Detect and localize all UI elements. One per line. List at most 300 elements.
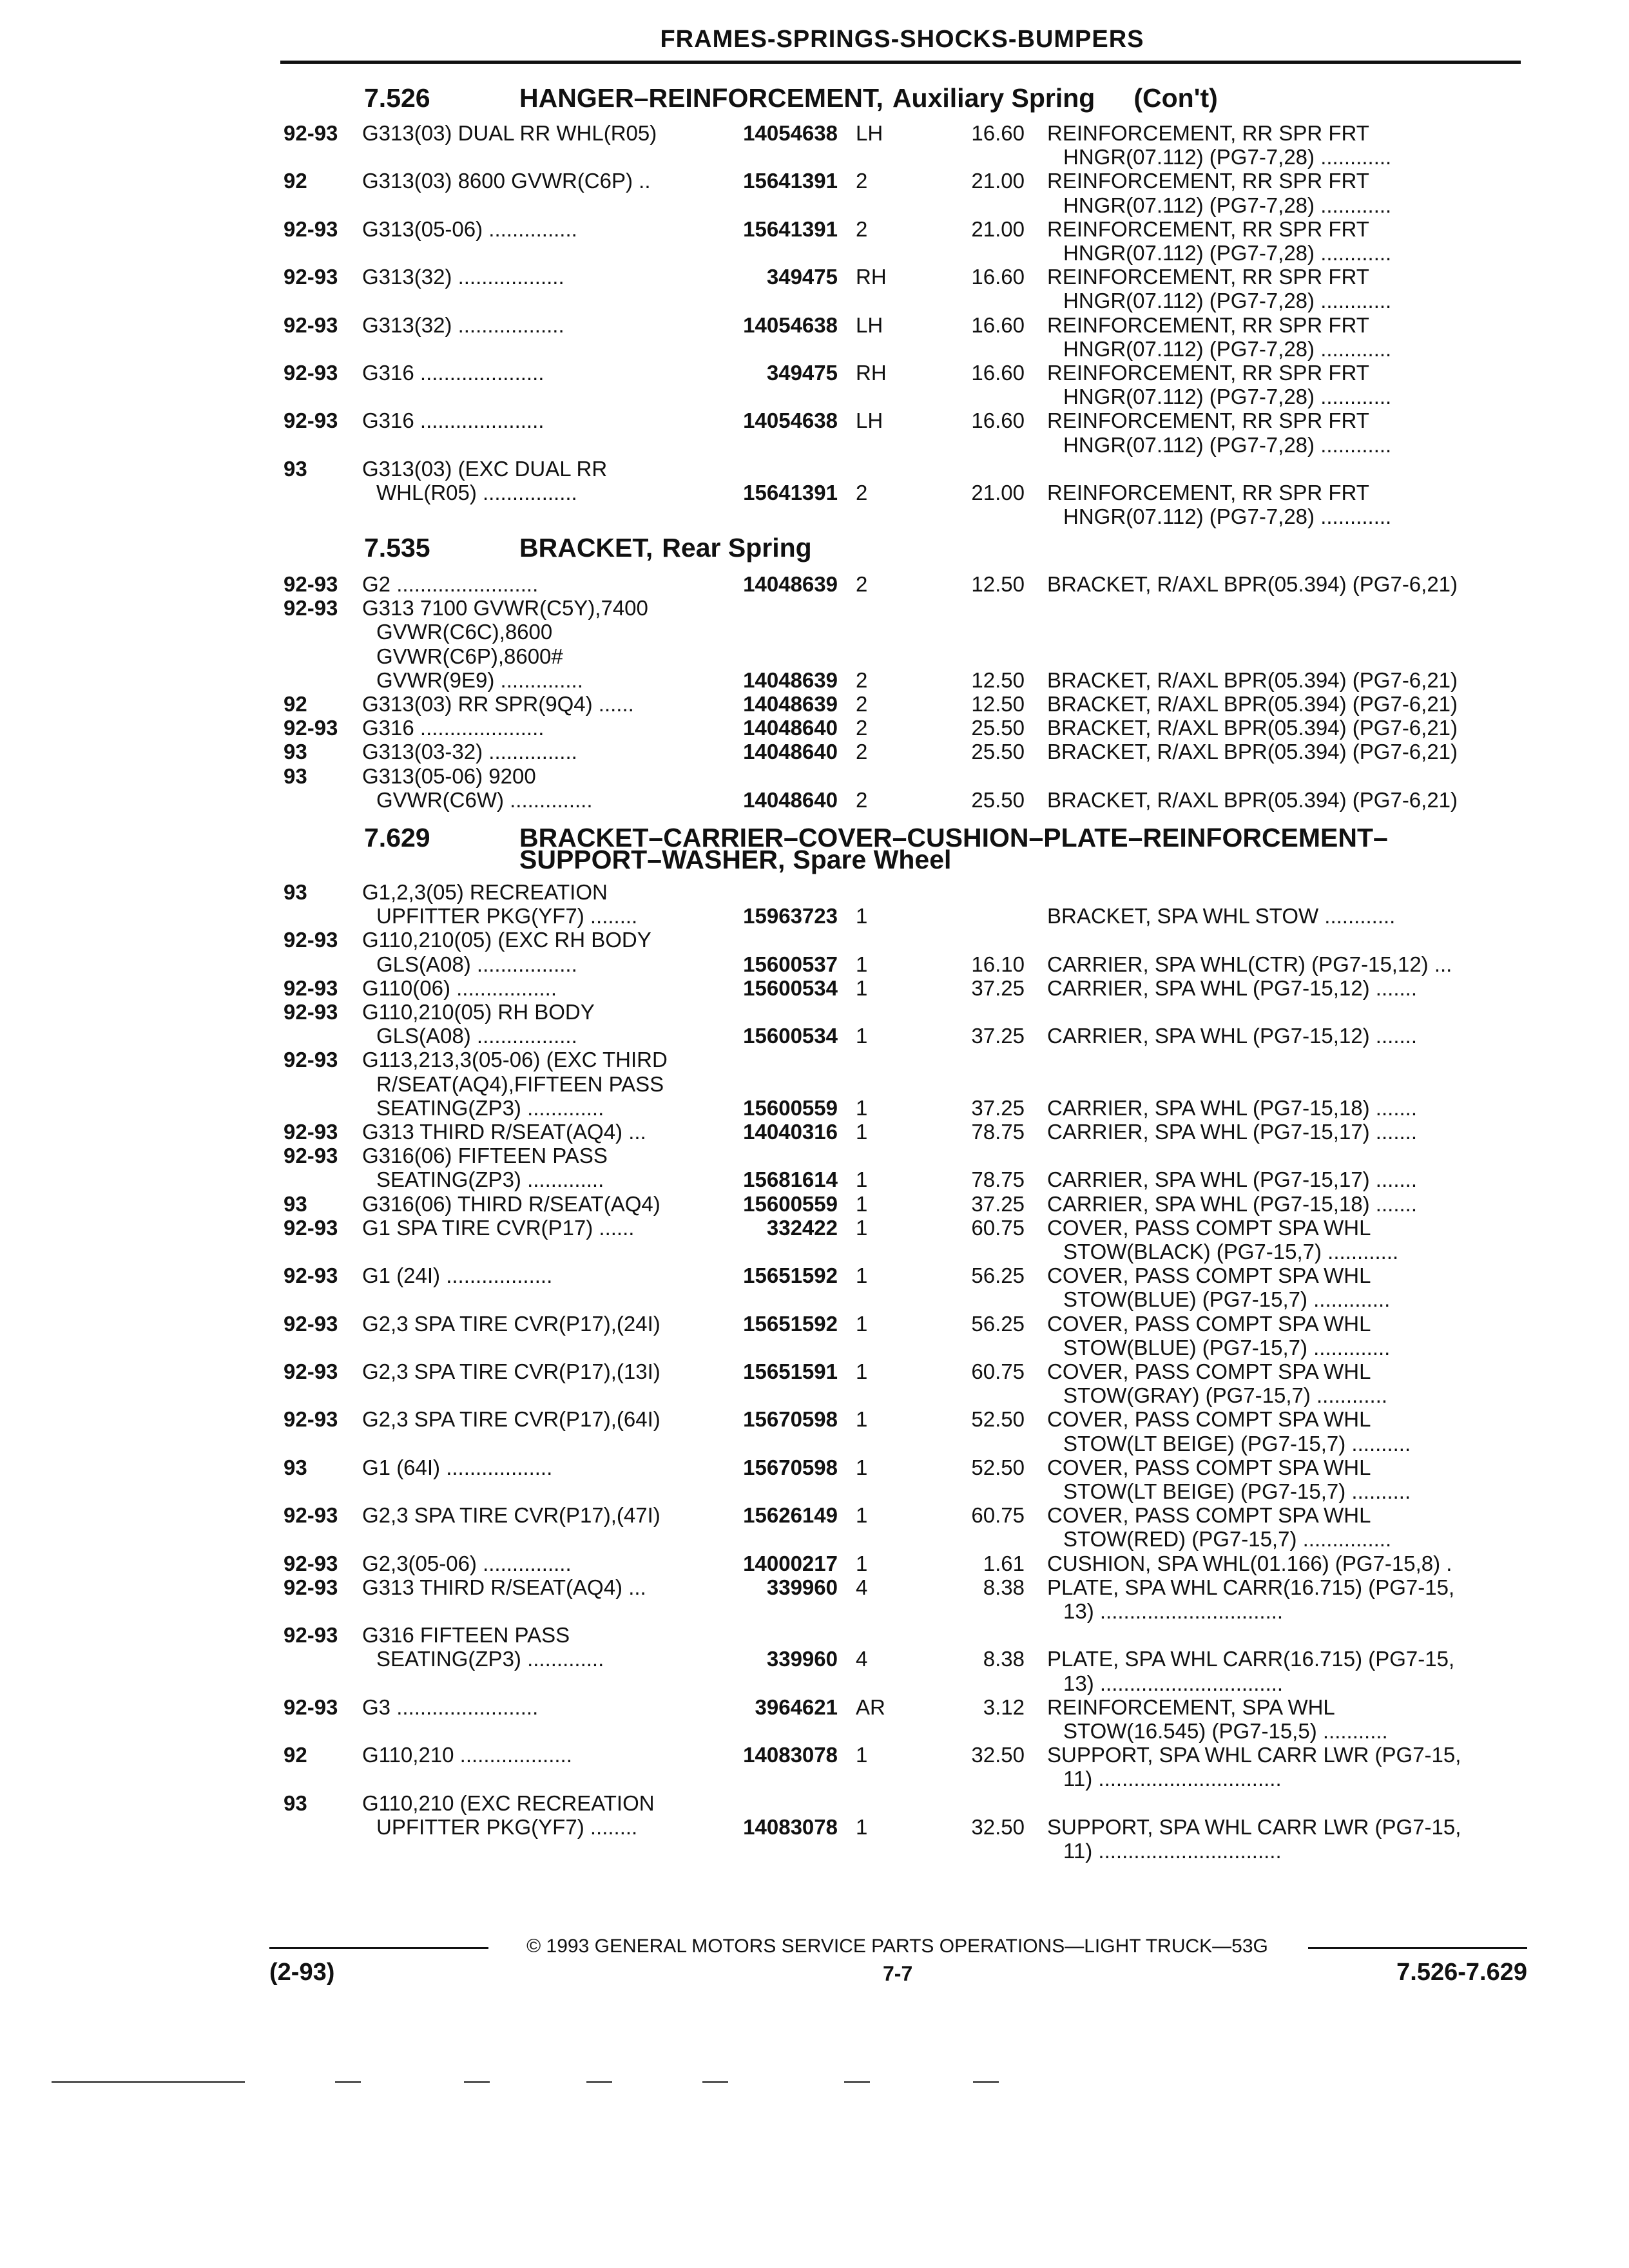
- application: GLS(A08) .................: [376, 952, 577, 976]
- quantity: 1: [856, 952, 868, 976]
- table-row: [0, 433, 1629, 457]
- model-year: 93: [284, 880, 307, 904]
- section-title-main: HANGER–REINFORCEMENT,: [519, 83, 883, 113]
- table-row: [0, 1503, 1629, 1528]
- part-name: BRACKET, R/AXL BPR(05.394) (PG7-6,21): [1047, 740, 1458, 764]
- model-year: 92-93: [284, 1503, 338, 1527]
- section-heading: [0, 84, 1629, 113]
- part-number: 14000217: [743, 1552, 838, 1575]
- application: G313(03) DUAL RR WHL(R05): [362, 121, 657, 145]
- quantity: RH: [856, 361, 887, 385]
- part-number: 15651592: [743, 1264, 838, 1287]
- table-row: [0, 1192, 1629, 1216]
- table-row: [0, 361, 1629, 385]
- table-row: [0, 1312, 1629, 1336]
- part-number: 14048640: [743, 740, 838, 764]
- application: WHL(R05) ................: [376, 481, 577, 505]
- quantity: 1: [856, 1120, 868, 1144]
- part-name: SUPPORT, SPA WHL CARR LWR (PG7-15,: [1047, 1743, 1461, 1767]
- part-name: 13) ...............................: [1063, 1599, 1284, 1623]
- section-title-line2: [519, 845, 951, 874]
- model-year: 92-93: [284, 1575, 338, 1599]
- model-year: 92-93: [284, 313, 338, 337]
- table-row: [0, 1168, 1629, 1192]
- application: UPFITTER PKG(YF7) ........: [376, 1815, 638, 1839]
- part-name: 11) ...............................: [1063, 1767, 1282, 1791]
- table-row: [0, 265, 1629, 289]
- model-year: 92-93: [284, 1623, 338, 1647]
- application: G316 .....................: [362, 361, 545, 385]
- application: G313 7100 GVWR(C5Y),7400: [362, 596, 648, 620]
- part-name: COVER, PASS COMPT SPA WHL: [1047, 1360, 1371, 1383]
- quantity: 1: [856, 1743, 868, 1767]
- part-name: COVER, PASS COMPT SPA WHL: [1047, 1264, 1371, 1287]
- table-row: [0, 121, 1629, 146]
- part-name: COVER, PASS COMPT SPA WHL: [1047, 1503, 1371, 1527]
- section-title: BRACKET–CARRIER–COVER–CUSHION–PLATE–REINFORCEMENT–: [519, 823, 1388, 852]
- quantity: 1: [856, 1815, 868, 1839]
- model-year: 92-93: [284, 1264, 338, 1287]
- section-heading: [0, 533, 1629, 563]
- part-name: COVER, PASS COMPT SPA WHL: [1047, 1456, 1371, 1479]
- price: 21.00: [971, 217, 1025, 241]
- table-row: [0, 1456, 1629, 1480]
- application: GVWR(C6P),8600#: [376, 644, 563, 668]
- table-row: [0, 644, 1629, 669]
- price: 8.38: [983, 1575, 1025, 1599]
- quantity: 4: [856, 1647, 868, 1671]
- part-name: STOW(GRAY) (PG7-15,7) ............: [1063, 1383, 1388, 1407]
- footer-rule-right: [1308, 1947, 1527, 1949]
- footer-page-number: 7-7: [883, 1962, 913, 1985]
- table-row: [0, 241, 1629, 265]
- quantity: AR: [856, 1695, 885, 1719]
- table-row: [0, 1719, 1629, 1744]
- table-row: [0, 1552, 1629, 1576]
- quantity: LH: [856, 121, 883, 145]
- application: GLS(A08) .................: [376, 1024, 577, 1048]
- price: 56.25: [971, 1264, 1025, 1287]
- table-row: [0, 505, 1629, 529]
- part-number: 14054638: [743, 121, 838, 145]
- quantity: 1: [856, 1024, 868, 1048]
- application: SEATING(ZP3) .............: [376, 1168, 604, 1191]
- quantity: 1: [856, 1264, 868, 1287]
- price: 52.50: [971, 1407, 1025, 1431]
- model-year: 92-93: [284, 1312, 338, 1336]
- part-name: BRACKET, R/AXL BPR(05.394) (PG7-6,21): [1047, 668, 1458, 692]
- quantity: 1: [856, 1192, 868, 1216]
- application: G1 (24I) ..................: [362, 1264, 553, 1287]
- part-number: 15600534: [743, 976, 838, 1000]
- model-year: 92-93: [284, 1695, 338, 1719]
- part-name: HNGR(07.112) (PG7-7,28) ............: [1063, 433, 1392, 457]
- table-row: [0, 928, 1629, 952]
- table-row: [0, 788, 1629, 812]
- price: 12.50: [971, 572, 1025, 596]
- price: 37.25: [971, 1192, 1025, 1216]
- application: G313(32) ..................: [362, 265, 564, 289]
- table-row: [0, 1264, 1629, 1288]
- part-number: 339960: [766, 1575, 838, 1599]
- table-row: [0, 1623, 1629, 1648]
- model-year: 92-93: [284, 1216, 338, 1240]
- application: G2,3(05-06) ...............: [362, 1552, 572, 1575]
- table-row: [0, 1479, 1629, 1504]
- part-number: 15641391: [743, 481, 838, 505]
- table-row: [0, 1647, 1629, 1671]
- application: G1,2,3(05) RECREATION: [362, 880, 608, 904]
- part-name: STOW(BLUE) (PG7-15,7) .............: [1063, 1336, 1391, 1360]
- price: 78.75: [971, 1168, 1025, 1191]
- model-year: 92: [284, 692, 307, 716]
- part-name: COVER, PASS COMPT SPA WHL: [1047, 1407, 1371, 1431]
- part-number: 14054638: [743, 408, 838, 432]
- part-number: 15600537: [743, 952, 838, 976]
- application: SEATING(ZP3) .............: [376, 1096, 604, 1120]
- table-row: [0, 217, 1629, 242]
- price: 16.60: [971, 313, 1025, 337]
- part-number: 15600559: [743, 1096, 838, 1120]
- part-number: 349475: [766, 265, 838, 289]
- part-number: 14048640: [743, 716, 838, 740]
- model-year: 92-93: [284, 1048, 338, 1072]
- part-name: HNGR(07.112) (PG7-7,28) ............: [1063, 337, 1392, 361]
- price: 56.25: [971, 1312, 1025, 1336]
- part-name: STOW(RED) (PG7-15,7) ...............: [1063, 1527, 1392, 1551]
- scan-artifact: [586, 2081, 612, 2083]
- model-year: 92-93: [284, 928, 338, 952]
- part-name: HNGR(07.112) (PG7-7,28) ............: [1063, 145, 1392, 169]
- section-number: 7.526: [364, 83, 430, 113]
- table-row: [0, 740, 1629, 764]
- part-name: CARRIER, SPA WHL(CTR) (PG7-15,12) ...: [1047, 952, 1452, 976]
- part-name: REINFORCEMENT, RR SPR FRT: [1047, 313, 1369, 337]
- table-row: [0, 1839, 1629, 1863]
- section-title: [519, 84, 1218, 112]
- table-row: [0, 620, 1629, 644]
- scan-artifact: [702, 2081, 728, 2083]
- quantity: 2: [856, 716, 868, 740]
- part-name: STOW(LT BEIGE) (PG7-15,7) ..........: [1063, 1479, 1411, 1503]
- quantity: 2: [856, 169, 868, 193]
- application: G113,213,3(05-06) (EXC THIRD: [362, 1048, 668, 1072]
- part-name: COVER, PASS COMPT SPA WHL: [1047, 1312, 1371, 1336]
- quantity: 1: [856, 1407, 868, 1431]
- section-title: [519, 533, 812, 562]
- model-year: 93: [284, 1456, 307, 1479]
- model-year: 92: [284, 169, 307, 193]
- part-name: REINFORCEMENT, RR SPR FRT: [1047, 361, 1369, 385]
- application: G110,210 (EXC RECREATION: [362, 1791, 655, 1815]
- table-row: [0, 1407, 1629, 1432]
- part-number: 15670598: [743, 1407, 838, 1431]
- part-name: REINFORCEMENT, RR SPR FRT: [1047, 121, 1369, 145]
- table-row: [0, 313, 1629, 338]
- model-year: 92-93: [284, 217, 338, 241]
- part-number: 15641391: [743, 217, 838, 241]
- application: G313(05-06) 9200: [362, 764, 536, 788]
- part-name: BRACKET, R/AXL BPR(05.394) (PG7-6,21): [1047, 572, 1458, 596]
- quantity: 1: [856, 904, 868, 928]
- price: 12.50: [971, 668, 1025, 692]
- table-row: [0, 1599, 1629, 1624]
- section-subtitle: Auxiliary Spring: [892, 83, 1095, 113]
- part-number: 14054638: [743, 313, 838, 337]
- price: 16.10: [971, 952, 1025, 976]
- model-year: 92-93: [284, 1360, 338, 1383]
- application: G1 (64I) ..................: [362, 1456, 553, 1479]
- part-number: 332422: [766, 1216, 838, 1240]
- application: G313(03-32) ...............: [362, 740, 577, 764]
- application: G313(03) RR SPR(9Q4) ......: [362, 692, 634, 716]
- part-name: STOW(BLACK) (PG7-15,7) ............: [1063, 1240, 1399, 1264]
- part-name: BRACKET, R/AXL BPR(05.394) (PG7-6,21): [1047, 716, 1458, 740]
- table-row: [0, 1527, 1629, 1552]
- quantity: 1: [856, 1360, 868, 1383]
- table-row: [0, 1287, 1629, 1312]
- model-year: 92-93: [284, 1552, 338, 1575]
- part-number: 14083078: [743, 1815, 838, 1839]
- table-row: [0, 716, 1629, 740]
- model-year: 93: [284, 457, 307, 481]
- table-row: [0, 1216, 1629, 1240]
- quantity: 2: [856, 740, 868, 764]
- part-number: 3964621: [755, 1695, 838, 1719]
- application: G313(32) ..................: [362, 313, 564, 337]
- table-row: [0, 1432, 1629, 1456]
- price: 25.50: [971, 740, 1025, 764]
- model-year: 92-93: [284, 716, 338, 740]
- model-year: 93: [284, 1192, 307, 1216]
- table-row: [0, 145, 1629, 169]
- quantity: 1: [856, 1216, 868, 1240]
- part-name: HNGR(07.112) (PG7-7,28) ............: [1063, 505, 1392, 528]
- table-row: [0, 408, 1629, 433]
- part-name: 11) ...............................: [1063, 1839, 1282, 1863]
- application: G313(05-06) ...............: [362, 217, 577, 241]
- table-row: [0, 1360, 1629, 1384]
- part-number: 15626149: [743, 1503, 838, 1527]
- quantity: 4: [856, 1575, 868, 1599]
- part-number: 15670598: [743, 1456, 838, 1479]
- model-year: 92-93: [284, 361, 338, 385]
- part-name: CARRIER, SPA WHL (PG7-15,18) .......: [1047, 1096, 1417, 1120]
- quantity: 2: [856, 668, 868, 692]
- scan-artifact: [464, 2081, 490, 2083]
- table-row: [0, 1072, 1629, 1097]
- model-year: 93: [284, 764, 307, 788]
- price: 16.60: [971, 121, 1025, 145]
- table-row: [0, 764, 1629, 789]
- table-row: [0, 880, 1629, 905]
- price: 37.25: [971, 1096, 1025, 1120]
- table-row: [0, 289, 1629, 313]
- application: G110,210 ...................: [362, 1743, 572, 1767]
- table-row: [0, 193, 1629, 218]
- table-row: [0, 596, 1629, 620]
- application: G316 FIFTEEN PASS: [362, 1623, 570, 1647]
- application: G2,3 SPA TIRE CVR(P17),(47I): [362, 1503, 660, 1527]
- part-number: 15641391: [743, 169, 838, 193]
- application: G110,210(05) (EXC RH BODY: [362, 928, 651, 952]
- section-heading: [0, 823, 1629, 875]
- table-row: [0, 1000, 1629, 1024]
- part-name: REINFORCEMENT, SPA WHL: [1047, 1695, 1335, 1719]
- table-row: [0, 1240, 1629, 1264]
- application: G1 SPA TIRE CVR(P17) ......: [362, 1216, 635, 1240]
- price: 78.75: [971, 1120, 1025, 1144]
- application: SEATING(ZP3) .............: [376, 1647, 604, 1671]
- price: 32.50: [971, 1815, 1025, 1839]
- application: G3 ........................: [362, 1695, 539, 1719]
- part-name: CARRIER, SPA WHL (PG7-15,17) .......: [1047, 1168, 1417, 1191]
- application: G316(06) FIFTEEN PASS: [362, 1144, 608, 1168]
- application: G2,3 SPA TIRE CVR(P17),(24I): [362, 1312, 660, 1336]
- model-year: 92-93: [284, 572, 338, 596]
- application: GVWR(C6C),8600: [376, 620, 553, 644]
- part-name: CUSHION, SPA WHL(01.166) (PG7-15,8) .: [1047, 1552, 1452, 1575]
- table-row: [0, 668, 1629, 693]
- application: GVWR(C6W) ..............: [376, 788, 593, 812]
- model-year: 92-93: [284, 596, 338, 620]
- part-name: BRACKET, R/AXL BPR(05.394) (PG7-6,21): [1047, 692, 1458, 716]
- quantity: 2: [856, 788, 868, 812]
- model-year: 92-93: [284, 1144, 338, 1168]
- quantity: RH: [856, 265, 887, 289]
- section-title-cont: SUPPORT–WASHER,: [519, 845, 786, 874]
- footer-date: (2-93): [269, 1959, 335, 1986]
- section-subtitle: Rear Spring: [662, 533, 812, 562]
- section-number: 7.629: [364, 823, 430, 852]
- quantity: LH: [856, 313, 883, 337]
- scan-artifact: [335, 2081, 361, 2083]
- quantity: 1: [856, 1096, 868, 1120]
- quantity: 2: [856, 572, 868, 596]
- quantity: LH: [856, 408, 883, 432]
- application: G110,210(05) RH BODY: [362, 1000, 595, 1024]
- model-year: 92-93: [284, 265, 338, 289]
- price: 60.75: [971, 1503, 1025, 1527]
- part-name: HNGR(07.112) (PG7-7,28) ............: [1063, 193, 1392, 217]
- application: G313(03) 8600 GVWR(C6P) ..: [362, 169, 651, 193]
- table-row: [0, 457, 1629, 481]
- application: G2,3 SPA TIRE CVR(P17),(64I): [362, 1407, 660, 1431]
- part-name: STOW(BLUE) (PG7-15,7) .............: [1063, 1287, 1391, 1311]
- model-year: 92-93: [284, 408, 338, 432]
- table-row: [0, 572, 1629, 597]
- part-name: STOW(16.545) (PG7-15,5) ...........: [1063, 1719, 1388, 1743]
- footer-section-range: 7.526-7.629: [1396, 1959, 1527, 1986]
- part-number: 14048640: [743, 788, 838, 812]
- application: UPFITTER PKG(YF7) ........: [376, 904, 638, 928]
- part-number: 15963723: [743, 904, 838, 928]
- section-subtitle: Spare Wheel: [793, 845, 952, 874]
- part-number: 349475: [766, 361, 838, 385]
- price: 32.50: [971, 1743, 1025, 1767]
- price: 16.60: [971, 265, 1025, 289]
- price: 21.00: [971, 481, 1025, 505]
- section-title-main: BRACKET,: [519, 533, 653, 562]
- table-row: [0, 1671, 1629, 1696]
- price: 37.25: [971, 1024, 1025, 1048]
- table-row: [0, 1096, 1629, 1120]
- table-row: [0, 1383, 1629, 1408]
- table-row: [0, 1791, 1629, 1816]
- price: 37.25: [971, 976, 1025, 1000]
- section-number: 7.535: [364, 533, 430, 562]
- part-name: CARRIER, SPA WHL (PG7-15,18) .......: [1047, 1192, 1417, 1216]
- application: G316 .....................: [362, 716, 545, 740]
- model-year: 93: [284, 740, 307, 764]
- part-name: REINFORCEMENT, RR SPR FRT: [1047, 217, 1369, 241]
- model-year: 92-93: [284, 1407, 338, 1431]
- part-number: 14083078: [743, 1743, 838, 1767]
- part-name: CARRIER, SPA WHL (PG7-15,12) .......: [1047, 1024, 1417, 1048]
- application: G316(06) THIRD R/SEAT(AQ4): [362, 1192, 660, 1216]
- price: 1.61: [983, 1552, 1025, 1575]
- part-name: BRACKET, SPA WHL STOW ............: [1047, 904, 1396, 928]
- table-row: [0, 1815, 1629, 1840]
- price: 16.60: [971, 361, 1025, 385]
- footer-copyright: © 1993 GENERAL MOTORS SERVICE PARTS OPERATIONS—LIGHT TRUCK—53G: [526, 1936, 1268, 1957]
- part-name: HNGR(07.112) (PG7-7,28) ............: [1063, 385, 1392, 408]
- quantity: 1: [856, 1503, 868, 1527]
- part-number: 15600534: [743, 1024, 838, 1048]
- price: 3.12: [983, 1695, 1025, 1719]
- table-row: [0, 1695, 1629, 1720]
- price: 21.00: [971, 169, 1025, 193]
- part-name: BRACKET, R/AXL BPR(05.394) (PG7-6,21): [1047, 788, 1458, 812]
- model-year: 92-93: [284, 121, 338, 145]
- application: G313 THIRD R/SEAT(AQ4) ...: [362, 1575, 646, 1599]
- quantity: 1: [856, 1168, 868, 1191]
- part-number: 14048639: [743, 692, 838, 716]
- part-name: CARRIER, SPA WHL (PG7-15,12) .......: [1047, 976, 1417, 1000]
- table-row: [0, 337, 1629, 361]
- quantity: 2: [856, 481, 868, 505]
- table-row: [0, 481, 1629, 505]
- quantity: 1: [856, 1456, 868, 1479]
- application: G2 ........................: [362, 572, 539, 596]
- price: 52.50: [971, 1456, 1025, 1479]
- application: G313 THIRD R/SEAT(AQ4) ...: [362, 1120, 646, 1144]
- table-row: [0, 1767, 1629, 1791]
- part-number: 15681614: [743, 1168, 838, 1191]
- part-name: STOW(LT BEIGE) (PG7-15,7) ..........: [1063, 1432, 1411, 1456]
- part-name: REINFORCEMENT, RR SPR FRT: [1047, 481, 1369, 505]
- quantity: 1: [856, 1552, 868, 1575]
- part-name: REINFORCEMENT, RR SPR FRT: [1047, 408, 1369, 432]
- part-name: REINFORCEMENT, RR SPR FRT: [1047, 265, 1369, 289]
- part-name: HNGR(07.112) (PG7-7,28) ............: [1063, 289, 1392, 312]
- table-row: [0, 1024, 1629, 1048]
- table-row: [0, 385, 1629, 409]
- table-row: [0, 904, 1629, 928]
- model-year: 92-93: [284, 976, 338, 1000]
- section-continued: (Con't): [1133, 83, 1218, 113]
- part-name: CARRIER, SPA WHL (PG7-15,17) .......: [1047, 1120, 1417, 1144]
- part-number: 14048639: [743, 572, 838, 596]
- part-number: 15651591: [743, 1360, 838, 1383]
- table-row: [0, 1336, 1629, 1360]
- part-number: 15600559: [743, 1192, 838, 1216]
- scan-artifact: [52, 2081, 245, 2083]
- price: 16.60: [971, 408, 1025, 432]
- quantity: 1: [856, 1312, 868, 1336]
- price: 8.38: [983, 1647, 1025, 1671]
- application: G313(03) (EXC DUAL RR: [362, 457, 608, 481]
